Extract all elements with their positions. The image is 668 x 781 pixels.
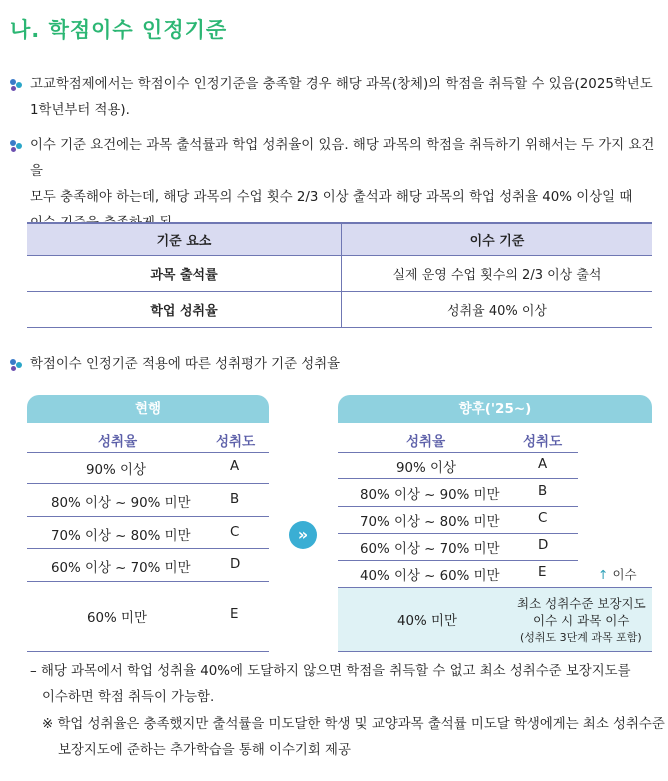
table-row xyxy=(27,292,652,328)
note-text: 이수하면 학점 취득이 가능함. xyxy=(42,690,215,705)
future-rate: 40% 이상 ~ 60% 미만 xyxy=(360,569,500,584)
bullet-icon xyxy=(10,358,24,372)
future-grade: A xyxy=(538,457,548,472)
future-label: 향후('25~) xyxy=(338,395,652,423)
divider xyxy=(338,651,652,652)
future-col-grade: 성취도 xyxy=(523,434,563,450)
current-rate: 60% 이상 ~ 70% 미만 xyxy=(51,561,191,576)
future-min-rate: 40% 미만 xyxy=(397,614,457,629)
min-desc: 최소 성취수준 보장지도 xyxy=(517,596,646,611)
double-chevron-right-icon: » xyxy=(289,521,317,549)
current-col-grade: 성취도 xyxy=(216,434,256,450)
current-rate: 90% 이상 xyxy=(86,463,146,478)
table-row xyxy=(27,256,652,292)
future-rate: 90% 이상 xyxy=(396,461,456,476)
arrow-up-icon: ↑ xyxy=(598,567,609,582)
divider xyxy=(338,478,578,479)
divider xyxy=(338,560,578,561)
bullet-text: 모두 충족해야 하는데, 해당 과목의 수업 횟수 2/3 이상 출석과 해당 과목의 학업 성취율 40% 이상일 때 xyxy=(30,190,633,205)
bullet-text: 학점이수 인정기준 적용에 따른 성취평가 기준 성취율 xyxy=(30,357,341,372)
criteria-table xyxy=(27,222,652,328)
future-grade: C xyxy=(538,511,548,526)
current-grade: C xyxy=(230,525,240,540)
future-rate: 80% 이상 ~ 90% 미만 xyxy=(360,488,500,503)
current-grade: A xyxy=(230,459,240,474)
future-col-rate: 성취율 xyxy=(406,434,446,450)
current-col-rate: 성취율 xyxy=(98,434,138,450)
bullet-text: 고교학점제에서는 학점이수 인정기준을 충족할 경우 해당 과목(창체)의 학점을 취득할 수 있음(2025학년도 xyxy=(30,77,653,92)
future-grade: B xyxy=(538,484,548,499)
divider xyxy=(338,533,578,534)
table-header: 이수 기준 xyxy=(342,223,653,256)
current-rate: 70% 이상 ~ 80% 미만 xyxy=(51,529,191,544)
bullet-text: 이수 기준 요건에는 과목 출석률과 학업 성취율이 있음. 해당 과목의 학점을 취득하기 위해서는 두 가지 요건을 xyxy=(30,138,655,179)
divider xyxy=(27,581,269,582)
divider xyxy=(338,587,652,588)
current-rate: 60% 미만 xyxy=(87,611,147,626)
table-cell: 과목 출석률 xyxy=(27,256,342,292)
pass-marker xyxy=(598,565,637,583)
divider xyxy=(27,548,269,549)
current-grade: B xyxy=(230,492,240,507)
divider xyxy=(338,506,578,507)
table-cell: 학업 성취율 xyxy=(27,292,342,328)
current-rate: 80% 이상 ~ 90% 미만 xyxy=(51,496,191,511)
future-grade: E xyxy=(538,565,547,580)
future-rate: 60% 이상 ~ 70% 미만 xyxy=(360,542,500,557)
table-cell: 성취율 40% 이상 xyxy=(342,292,653,328)
current-grade: E xyxy=(230,607,239,622)
bullet-icon xyxy=(10,78,24,92)
current-label: 현행 xyxy=(27,395,269,423)
current-grade: D xyxy=(230,557,241,572)
divider xyxy=(338,452,578,453)
table-cell: 실제 운영 수업 횟수의 2/3 이상 출석 xyxy=(342,256,653,292)
note-text: ※ 학업 성취율은 충족했지만 출석률을 미도달한 학생 및 교양과목 출석률 미도달 학생에게는 최소 성취수준 xyxy=(42,717,665,732)
future-rate: 70% 이상 ~ 80% 미만 xyxy=(360,515,500,530)
min-desc: 이수 시 과목 이수 xyxy=(533,613,630,628)
divider xyxy=(27,516,269,517)
note-text: 보장지도에 준하는 추가학습을 통해 이수기회 제공 xyxy=(58,743,351,758)
table-header: 기준 요소 xyxy=(27,223,342,256)
bullet-text: 1학년부터 적용). xyxy=(30,103,130,118)
divider xyxy=(27,452,269,453)
note-text: – 해당 과목에서 학업 성취율 40%에 도달하지 않으면 학점을 취득할 수 없고 최소 성취수준 보장지도를 xyxy=(30,664,631,679)
bullet-icon xyxy=(10,139,24,153)
divider xyxy=(27,651,269,652)
min-desc: (성취도 3단계 과목 포함) xyxy=(520,631,642,644)
pass-label: 이수 xyxy=(612,567,637,582)
section-title: 나. 학점이수 인정기준 xyxy=(10,18,228,42)
divider xyxy=(27,483,269,484)
future-grade: D xyxy=(538,538,549,553)
